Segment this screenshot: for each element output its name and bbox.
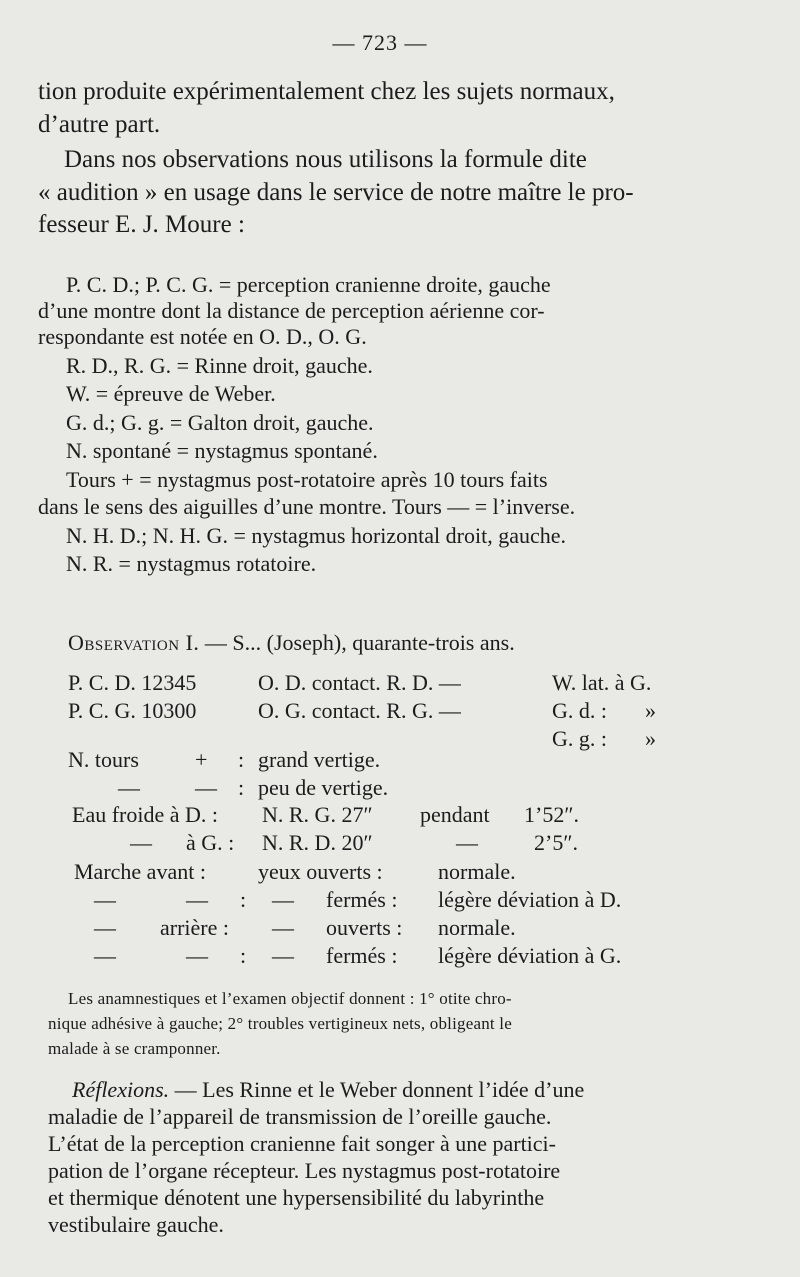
exam-cell: —	[186, 887, 208, 912]
exam-cell: Eau froide à D. :	[72, 802, 218, 827]
exam-cell: grand vertige.	[258, 747, 381, 772]
exam-cell: —	[272, 887, 294, 912]
exam-cell: Marche avant :	[74, 859, 206, 884]
exam-cell: pendant	[420, 802, 490, 827]
anamnesis-line: malade à se cramponner.	[48, 1039, 221, 1058]
exam-cell: normale.	[438, 859, 516, 884]
exam-cell: P. C. G. 10300	[68, 698, 197, 723]
intro-line: tion produite expérimentalement chez les sujets normaux,	[38, 78, 615, 105]
intro-line: Dans nos observations nous utilisons la formule dite	[64, 146, 587, 173]
legend-line: dans le sens des aiguilles d’une montre. Tours — = l’inverse.	[38, 494, 576, 519]
intro-line: fesseur E. J. Moure :	[38, 211, 245, 238]
exam-cell: légère déviation à D.	[438, 887, 622, 912]
exam-cell: P. C. D. 12345	[68, 670, 197, 695]
exam-cell: :	[238, 747, 245, 772]
exam-cell: —	[456, 830, 478, 855]
exam-cell: —	[195, 775, 217, 800]
exam-cell: fermés :	[326, 943, 398, 968]
exam-cell: G. g. :	[552, 726, 607, 751]
legend-line: P. C. D.; P. C. G. = perception cranienne droite, gauche	[66, 272, 551, 297]
legend-line: Tours + = nystagmus post-rotatoire après 10 tours faits	[66, 467, 548, 492]
exam-cell: :	[238, 775, 245, 800]
observation-heading	[68, 630, 515, 657]
anamnesis-line: nique adhésive à gauche; 2° troubles vertigineux nets, obligeant le	[48, 1014, 512, 1033]
reflexions-label: Réflexions.	[72, 1077, 170, 1102]
legend-line: G. d.; G. g. = Galton droit, gauche.	[66, 410, 374, 435]
exam-cell: O. G. contact. R. G. —	[258, 698, 461, 723]
anamnesis-line: Les anamnestiques et l’examen objectif donnent : 1° otite chro-	[68, 989, 512, 1008]
exam-cell: normale.	[438, 915, 516, 940]
exam-cell: N. R. D. 20″	[262, 830, 373, 855]
legend-line: N. H. D.; N. H. G. = nystagmus horizontal droit, gauche.	[66, 523, 566, 548]
exam-cell: légère déviation à G.	[438, 943, 622, 968]
exam-cell: à G. :	[186, 830, 235, 855]
legend-line: d’une montre dont la distance de perception aérienne cor-	[38, 298, 545, 323]
exam-cell: arrière :	[160, 915, 229, 940]
legend-line: N. R. = nystagmus rotatoire.	[66, 551, 317, 576]
reflexions-line: et thermique dénotent une hypersensibilité du labyrinthe	[48, 1185, 545, 1210]
exam-cell: peu de vertige.	[258, 775, 389, 800]
legend-line: R. D., R. G. = Rinne droit, gauche.	[66, 353, 373, 378]
exam-cell: —	[94, 943, 116, 968]
reflexions-line: maladie de l’appareil de transmission de l’oreille gauche.	[48, 1104, 552, 1129]
exam-cell: »	[645, 698, 656, 723]
exam-cell: O. D. contact. R. D. —	[258, 670, 461, 695]
exam-cell: —	[130, 830, 152, 855]
exam-cell: —	[94, 887, 116, 912]
reflexions-line	[72, 1077, 584, 1104]
legend-line: respondante est notée en O. D., O. G.	[38, 324, 367, 349]
legend-line: W. = épreuve de Weber.	[66, 381, 276, 406]
exam-cell: —	[94, 915, 116, 940]
exam-cell: G. d. :	[552, 698, 607, 723]
exam-cell: —	[186, 943, 208, 968]
exam-cell: :	[240, 887, 247, 912]
reflexions-line: pation de l’organe récepteur. Les nystagmus post-rotatoire	[48, 1158, 561, 1183]
exam-cell: 1’52″.	[524, 802, 579, 827]
intro-line: « audition » en usage dans le service de notre maître le pro-	[38, 179, 634, 206]
exam-cell: N. R. G. 27″	[262, 802, 373, 827]
reflexions-line: vestibulaire gauche.	[48, 1212, 224, 1237]
exam-cell: »	[645, 726, 656, 751]
exam-cell: W. lat. à G.	[552, 670, 652, 695]
exam-cell: —	[118, 775, 140, 800]
exam-cell: 2’5″.	[534, 830, 578, 855]
exam-cell: ouverts :	[326, 915, 403, 940]
legend-line: N. spontané = nystagmus spontané.	[66, 438, 378, 463]
observation-label: Observation I.	[68, 630, 200, 655]
exam-cell: —	[272, 943, 294, 968]
exam-cell: fermés :	[326, 887, 398, 912]
exam-cell: N. tours	[68, 747, 139, 772]
observation-subject: — S... (Joseph), quarante-trois ans.	[199, 630, 515, 655]
exam-cell: :	[240, 943, 247, 968]
reflexions-line: L’état de la perception cranienne fait songer à une partici-	[48, 1131, 556, 1156]
intro-line: d’autre part.	[38, 111, 161, 138]
exam-cell: yeux ouverts :	[258, 859, 383, 884]
page-number: — 723 —	[332, 30, 428, 55]
exam-cell: +	[195, 747, 208, 772]
exam-cell: —	[272, 915, 294, 940]
reflexions-text: — Les Rinne et le Weber donnent l’idée d’une	[169, 1077, 585, 1102]
